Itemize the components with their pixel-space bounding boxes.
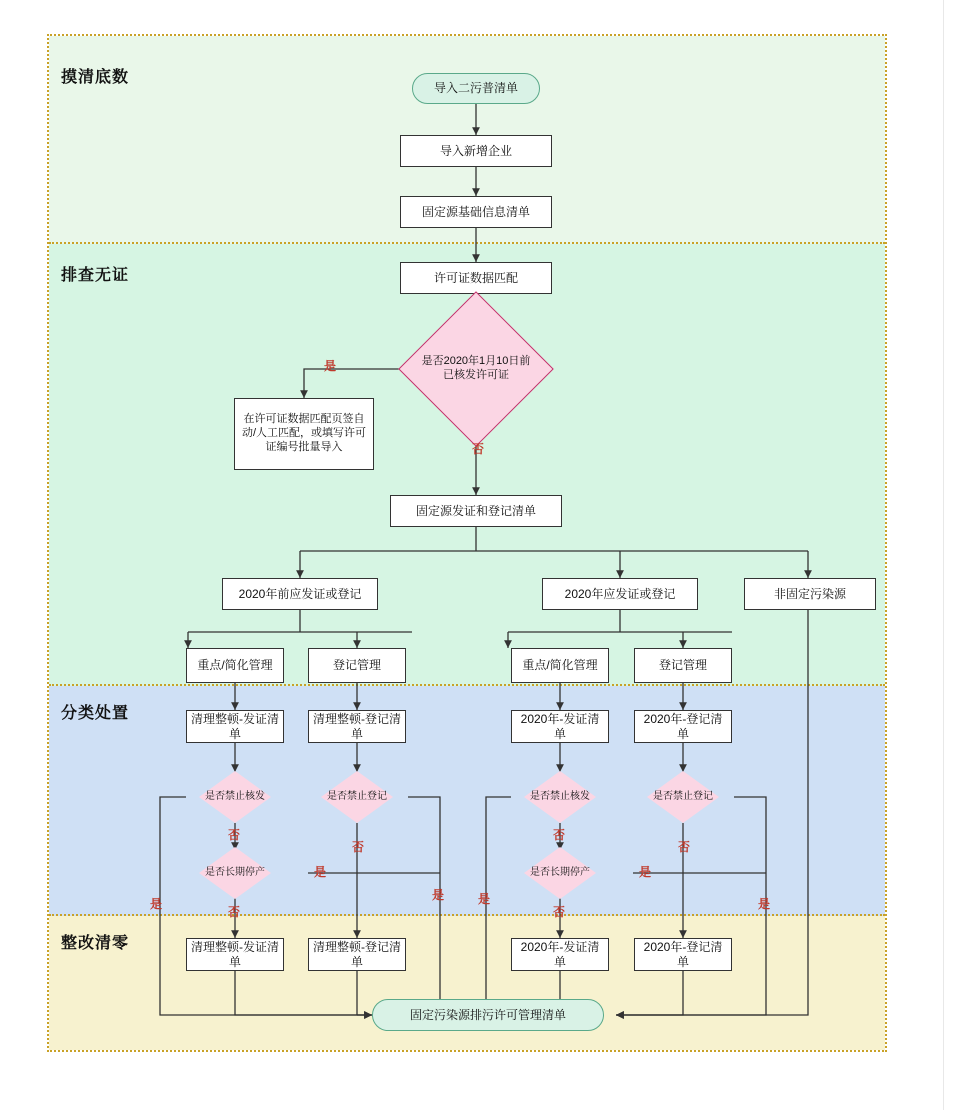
decision-ban-reg-1 [321,771,393,823]
decision-ban-reg-2 [647,771,719,823]
edge-label-no: 否 [352,840,365,854]
decision-long-stop-1 [199,847,271,899]
decision-long-stop-2 [524,847,596,899]
node-clean-issue-list-2: 清理整顿-发证清单 [186,938,284,971]
node-key-simple-2: 重点/简化管理 [511,648,609,683]
node-issue-reg-list: 固定源发证和登记清单 [390,495,562,527]
node-permit-match: 许可证数据匹配 [400,262,552,294]
decision-label: 是否禁止登记 [653,790,713,802]
node-clean-reg-list-1: 清理整顿-登记清单 [308,710,406,743]
band-label: 整改清零 [61,935,130,952]
node-start: 导入二污普清单 [412,73,540,104]
decision-ban-issue-2 [524,771,596,823]
node-nonfixed-source: 非固定污染源 [744,578,876,610]
band-label: 摸清底数 [61,69,130,86]
edge-label-no: 否 [553,828,566,842]
node-2020-reg-list-2: 2020年-登记清单 [634,938,732,971]
decision-label: 是否长期停产 [530,866,590,878]
node-before-2020: 2020年前应发证或登记 [222,578,378,610]
node-2020-reg-list-1: 2020年-登记清单 [634,710,732,743]
edge-label-yes: 是 [150,897,163,911]
node-register-1: 登记管理 [308,648,406,683]
node-clean-reg-list-2: 清理整顿-登记清单 [308,938,406,971]
node-final-list: 固定污染源排污许可管理清单 [372,999,604,1031]
decision-ban-issue-1 [199,771,271,823]
node-2020-issue-list-1: 2020年-发证清单 [511,710,609,743]
node-key-simple-1: 重点/简化管理 [186,648,284,683]
edge-label-no: 否 [472,442,485,456]
decision-label: 是否禁止核发 [530,790,590,802]
node-clean-issue-list-1: 清理整顿-发证清单 [186,710,284,743]
decision-label: 是否禁止登记 [327,790,387,802]
edge-label-yes: 是 [314,865,327,879]
band-label: 分类处置 [61,705,130,722]
page-gutter [943,0,956,1110]
node-match-note: 在许可证数据匹配页签自动/人工匹配，或填写许可证编号批量导入 [234,398,374,470]
edge-label-yes: 是 [478,892,491,906]
edge-label-yes: 是 [758,897,771,911]
edge-label-yes: 是 [324,359,337,373]
edge-label-no: 否 [228,828,241,842]
edge-label-yes: 是 [639,865,652,879]
edge-label-yes: 是 [432,888,445,902]
decision-permit-before-2020 [421,314,531,424]
node-import-new: 导入新增企业 [400,135,552,167]
node-register-2: 登记管理 [634,648,732,683]
decision-label: 是否禁止核发 [205,790,265,802]
node-in-2020: 2020年应发证或登记 [542,578,698,610]
edge-label-no: 否 [553,905,566,919]
node-base-list: 固定源基础信息清单 [400,196,552,228]
edge-label-no: 否 [678,840,691,854]
band-label: 排查无证 [61,267,130,284]
decision-label: 是否2020年1月10日前已核发许可证 [421,355,531,381]
node-2020-issue-list-2: 2020年-发证清单 [511,938,609,971]
edge-label-no: 否 [228,905,241,919]
band-分类处置 [49,686,885,916]
decision-label: 是否长期停产 [205,866,265,878]
